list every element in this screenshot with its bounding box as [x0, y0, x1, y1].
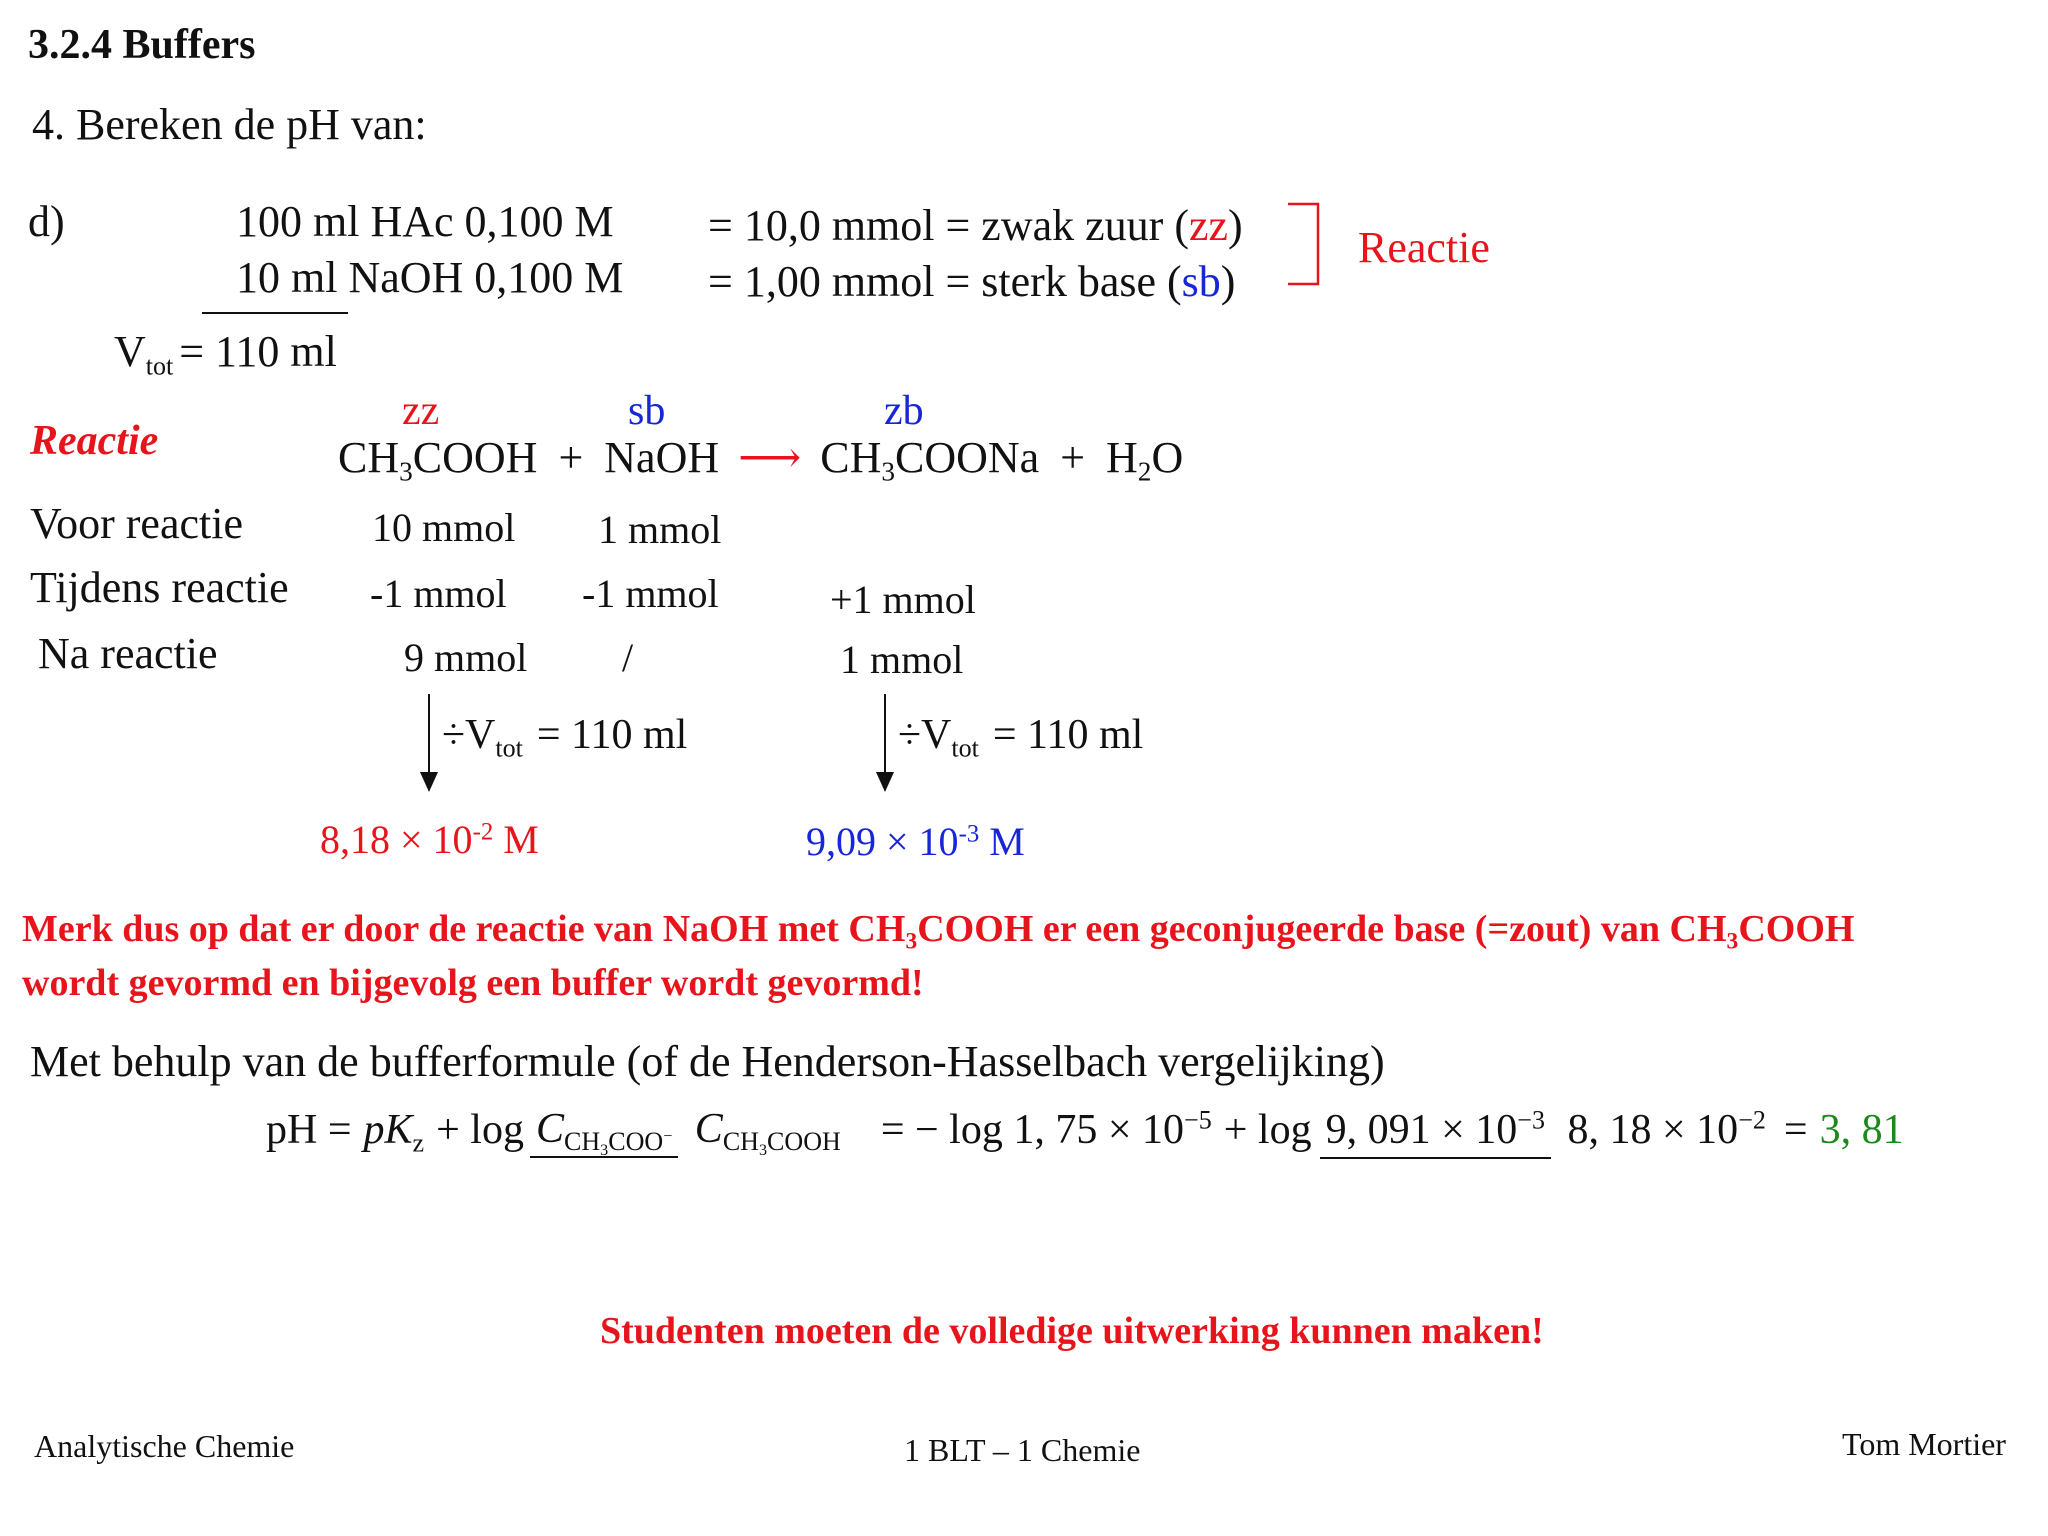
tag-zz: zz: [402, 388, 440, 434]
eq1-close: ): [1228, 201, 1243, 250]
plus-log: + log: [436, 1106, 524, 1153]
eq2-abbr: sb: [1181, 257, 1221, 306]
eq2-close: ): [1220, 257, 1236, 306]
plus-1: +: [558, 433, 584, 482]
result-equals: =: [1783, 1106, 1808, 1153]
ph-result: 3, 81: [1819, 1106, 1904, 1153]
eq1-abbr: zz: [1188, 201, 1229, 250]
pk-term: $pK_z$: [363, 1106, 425, 1158]
footer-center: 1 BLT – 1 Chemie: [904, 1432, 1141, 1468]
concentration-fraction: [530, 1106, 847, 1160]
note-line-1: Merk dus op dat er door de reactie van NaOH met $CH_3COOH$ er een geconjugeerde base (=zout) van $CH_3COOH$: [22, 908, 1855, 955]
row-cell: -1 mmol: [370, 571, 507, 616]
row-cell: 1 mmol: [598, 507, 722, 552]
buffer-formula: [266, 1105, 1904, 1160]
ph-equals: pH =: [266, 1106, 352, 1153]
vtot-v: V: [114, 327, 146, 376]
buffer-note: [22, 903, 1854, 1011]
question-text: 4. Bereken de pH van:: [32, 100, 427, 149]
row-cell: /: [622, 635, 634, 680]
reaction-arrow-icon: ⟶: [738, 433, 802, 482]
reactant-2: NaOH: [604, 433, 720, 482]
part-label: d): [28, 197, 65, 246]
reaction-label: Reactie: [30, 418, 159, 464]
footer-left: Analytische Chemie: [34, 1428, 295, 1464]
row-label: Tijdens reactie: [30, 563, 289, 612]
tag-zb: zb: [884, 388, 924, 434]
eq2-text: = 1,00 mmol = sterk base (: [708, 257, 1182, 306]
given-eq-1: [708, 201, 1243, 250]
given-line-2: 10 ml NaOH 0,100 M: [236, 253, 624, 302]
given-eq-2: [708, 257, 1236, 306]
product-2: $H_2O$: [1106, 433, 1184, 487]
product-1: $CH_3COONa$: [820, 433, 1040, 487]
divide-vtot-1: $\div V_{tot} = 110$ ml: [442, 712, 688, 763]
row-label: Voor reactie: [30, 499, 243, 548]
value-denominator: 8, $18 \times 10^{-2}$: [1567, 1105, 1766, 1153]
given-line-1: 100 ml HAc 0,100 M: [236, 197, 614, 246]
plus-2: +: [1060, 433, 1086, 482]
note-line-2: wordt gevormd en bijgevolg een buffer wordt gevormd!: [22, 961, 924, 1004]
bracket-label: Reactie: [1358, 223, 1490, 272]
eq1-text: = 10,0 mmol = zwak zuur (: [708, 201, 1189, 250]
fraction-denominator: $C_{CH_3COOH}$: [694, 1106, 841, 1160]
row-cell: 9 mmol: [404, 635, 528, 680]
row-cell: 1 mmol: [840, 637, 964, 682]
down-arrow-head-icon: [876, 772, 894, 792]
value-fraction: [1320, 1105, 1772, 1153]
row-cell: 10 mmol: [372, 505, 516, 550]
vtot-value: = 110 ml: [179, 327, 337, 376]
row-label: Na reactie: [38, 629, 218, 678]
down-arrow-icon: [884, 694, 886, 774]
down-arrow-icon: [428, 694, 430, 774]
row-cell: -1 mmol: [582, 571, 719, 616]
down-arrow-head-icon: [420, 772, 438, 792]
row-cell: +1 mmol: [830, 577, 976, 622]
fraction-numerator: $C_{CH_3COO^-}$: [530, 1106, 678, 1158]
concentration-2: $9,09 \times 10^{-3}$ M: [806, 819, 1025, 864]
pka-value: = − log 1, $75 \times 10^{-5}$: [880, 1105, 1212, 1153]
concentration-1: $8,18 \times 10^{-2}$ M: [320, 817, 539, 862]
tag-sb: sb: [628, 388, 666, 434]
reactant-1: $CH_3COOH$: [338, 433, 538, 487]
footer-right: Tom Mortier: [1842, 1426, 2006, 1462]
divide-vtot-2: $\div V_{tot} = 110$ ml: [898, 712, 1144, 763]
sum-line: [202, 312, 348, 314]
section-title: 3.2.4 Buffers: [28, 22, 256, 68]
method-text: Met behulp van de bufferformule (of de Henderson-Hasselbach vergelijking): [30, 1037, 1385, 1086]
vtot-sub: tot: [145, 351, 174, 381]
reaction-equation: [338, 433, 1184, 487]
warning-text: Studenten moeten de volledige uitwerking kunnen maken!: [600, 1310, 1544, 1352]
plus-log-2: + log: [1223, 1106, 1312, 1153]
value-numerator: 9, $091 \times 10^{-3}$: [1320, 1107, 1551, 1159]
red-bracket-icon: [1286, 200, 1326, 290]
vtot-line: [114, 327, 337, 381]
